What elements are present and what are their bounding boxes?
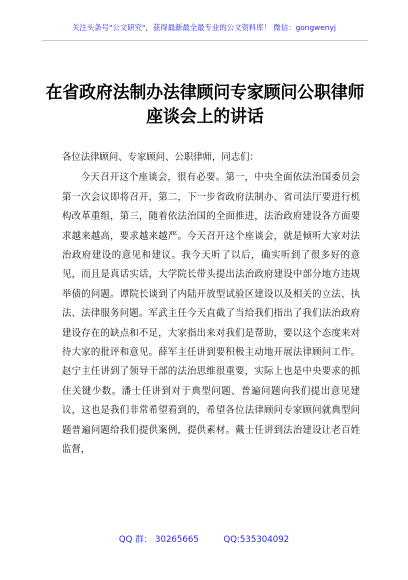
header-note: 关注头条号"公文研究"，获得最新最全最专业的公文资料库！ 微信：gongwenyj [72,23,336,32]
document-title: 在省政府法制办法律顾问专家顾问公职律师座谈会上的讲话 [45,82,365,126]
footer-qq: QQ:535304092 [223,535,290,545]
footer-contact [0,533,408,545]
document-body [62,148,360,460]
header-divider [42,40,368,41]
footer-qq-group: QQ 群： 30265665 [118,535,199,545]
body-paragraph: 今天召开这个座谈会，很有必要。第一，中央全面依法治国委员会第一次会议即将召开，第二，下一步省政府法制办、省司法厅要进行机构改革重组，第三，随着依法治国的全面推进，法治政府建设各方面要求越来越高，要求越来越严。今天召开这个座谈会，就是倾听大家对法治政府建设的意见和建议。我今天听了以后，确实听到了很多好的意见，而且是真话实话，大学院长带头提出法治政府建设中部分地方违规举债的问题。谭院长谈到了内陆开放型试验区建设以及相关的立法、执法、法律服务问题。军武主任今天直截了当给我们指出了我们法治政府建设存在的缺点和不足，大家指出来对我们是帮助，要以这个态度来对待大家的批评和意见。薛军主任讲到要积极主动地开展法律顾问工作。赵宁主任讲到了领导干部的法治思维很重要，实际上也是中央要求的抓住关键少数。潘士任讲到对于典型问题、普遍问题向我们提出意见建议，这也是我们非常希望看到的，希望各位法律顾问专家顾问就典型问题普遍问题给我们提供案例，提供素材。戴士任讲到法治建设让老百姓监督， [62,172,360,456]
greeting: 各位法律顾问、专家顾问、公职律师，同志们： [62,152,259,163]
